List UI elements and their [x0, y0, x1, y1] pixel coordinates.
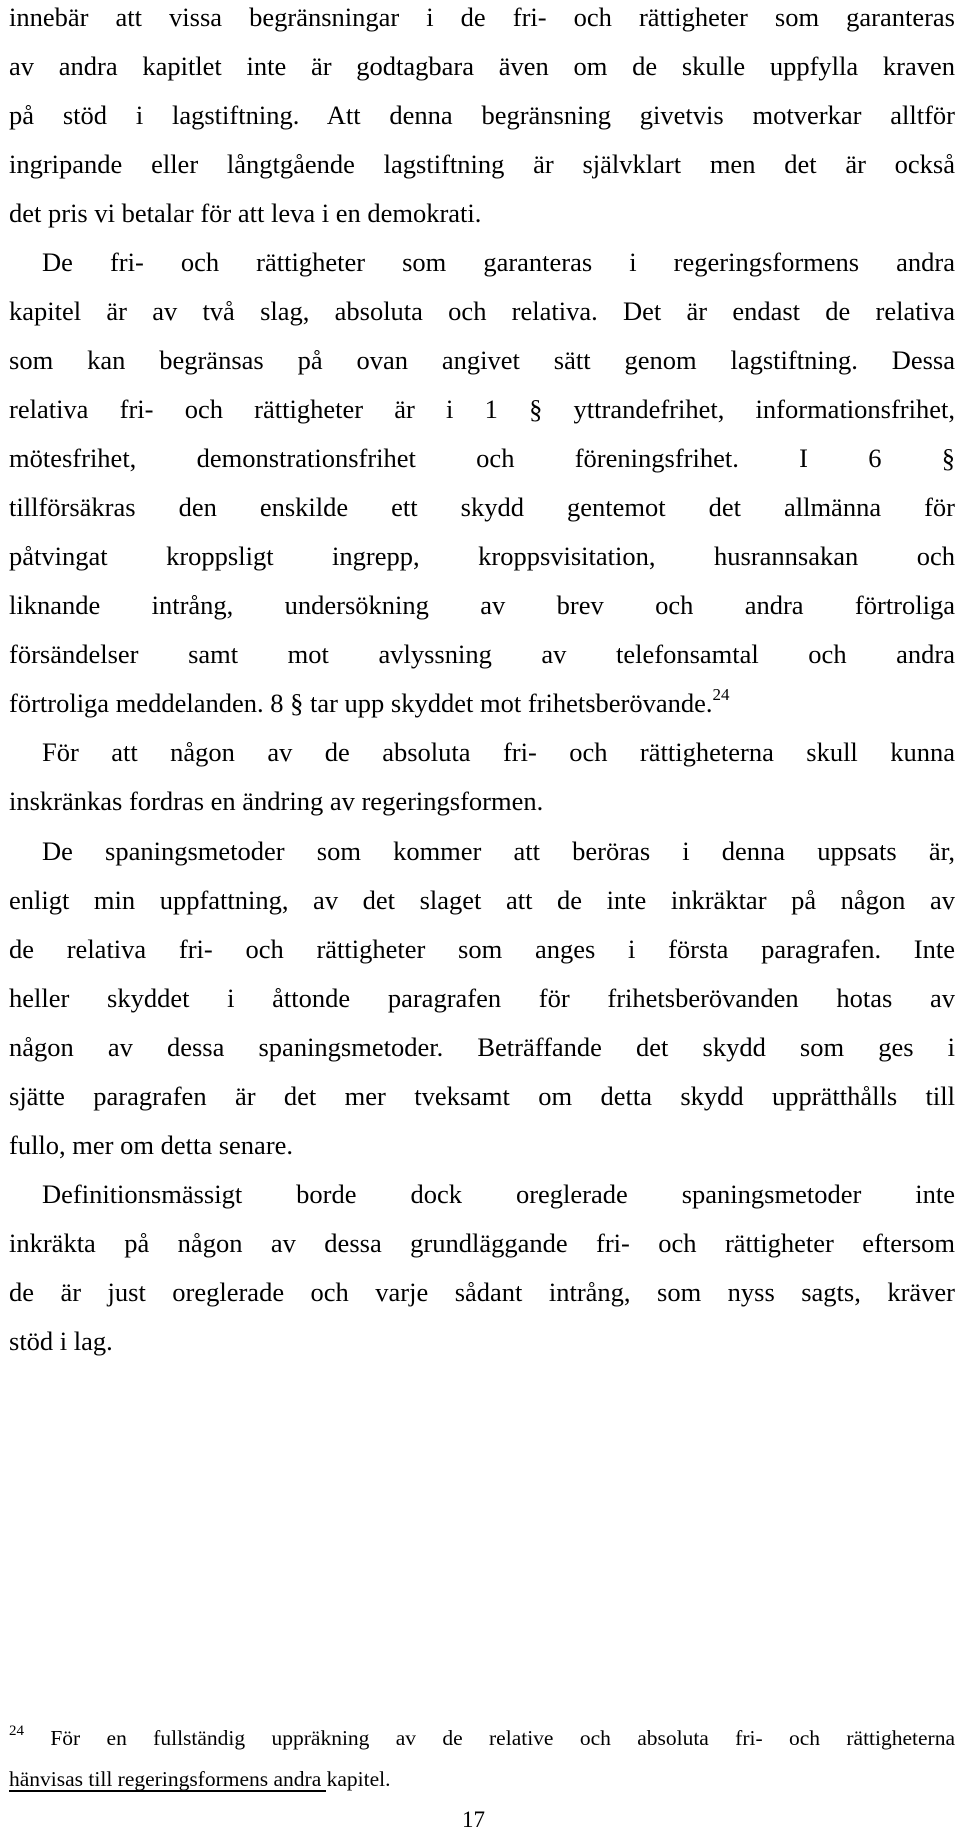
body-line: det pris vi betalar för att leva i en demokrati. — [9, 198, 482, 228]
body-line: heller skyddet i åttonde paragrafen för frihetsberövanden hotas av — [9, 983, 955, 1013]
body-line: sjätte paragrafen är det mer tveksamt om detta skydd upprätthålls till — [9, 1081, 955, 1111]
body-line: de är just oreglerade och varje sådant intrång, som nyss sagts, kräver — [9, 1277, 955, 1307]
body-line-text: förtroliga meddelanden. 8 § tar upp skyddet mot frihetsberövande. — [9, 688, 713, 718]
body-line: de relativa fri- och rättigheter som anges i första paragrafen. Inte — [9, 934, 955, 964]
footnote-reference: 24 — [712, 688, 730, 704]
body-line: liknande intrång, undersökning av brev och andra förtroliga — [9, 590, 955, 620]
footnote-text: För en fullständig uppräkning av de relative och absoluta fri- och rättigheterna — [50, 1726, 955, 1750]
body-line: tillförsäkras den enskilde ett skydd gentemot det allmänna för — [9, 492, 955, 522]
body-line-with-footnote-ref — [9, 688, 955, 718]
body-line: innebär att vissa begränsningar i de fri- och rättigheter som garanteras — [9, 2, 955, 32]
body-line: inkräkta på någon av dessa grundläggande fri- och rättigheter eftersom — [9, 1228, 955, 1258]
page-number: 17 — [462, 1807, 485, 1832]
body-line: stöd i lag. — [9, 1326, 113, 1356]
body-line: påtvingat kroppsligt ingrepp, kroppsvisitation, husrannsakan och — [9, 541, 955, 571]
paragraph-start-line: De spaningsmetoder som kommer att beröras i denna uppsats är, — [42, 836, 955, 866]
body-line: någon av dessa spaningsmetoder. Beträffande det skydd som ges i — [9, 1032, 955, 1062]
body-line: på stöd i lagstiftning. Att denna begränsning givetvis motverkar alltför — [9, 100, 955, 130]
body-line: ingripande eller långtgående lagstiftning är självklart men det är också — [9, 149, 955, 179]
paragraph-start-line: Definitionsmässigt borde dock oreglerade spaningsmetoder inte — [42, 1179, 955, 1209]
paragraph-start-line: För att någon av de absoluta fri- och rättigheterna skull kunna — [42, 737, 955, 767]
body-line: enligt min uppfattning, av det slaget att de inte inkräktar på någon av — [9, 885, 955, 915]
footnote-marker: 24 — [9, 1725, 24, 1739]
body-line: mötesfrihet, demonstrationsfrihet och föreningsfrihet. I 6 § — [9, 443, 955, 473]
body-line: försändelser samt mot avlyssning av telefonsamtal och andra — [9, 639, 955, 669]
paragraph-start-line: De fri- och rättigheter som garanteras i regeringsformens andra — [42, 247, 955, 277]
footnote-line: hänvisas till regeringsformens andra kapitel. — [9, 1767, 391, 1791]
body-line: relativa fri- och rättigheter är i 1 § yttrandefrihet, informationsfrihet, — [9, 394, 955, 424]
body-line: av andra kapitlet inte är godtagbara även om de skulle uppfylla kraven — [9, 51, 955, 81]
body-line: som kan begränsas på ovan angivet sätt genom lagstiftning. Dessa — [9, 345, 955, 375]
body-line: inskränkas fordras en ändring av regeringsformen. — [9, 786, 544, 816]
body-line: kapitel är av två slag, absoluta och relativa. Det är endast de relativa — [9, 296, 955, 326]
footnote-line — [9, 1725, 955, 1751]
body-line: fullo, mer om detta senare. — [9, 1130, 294, 1160]
